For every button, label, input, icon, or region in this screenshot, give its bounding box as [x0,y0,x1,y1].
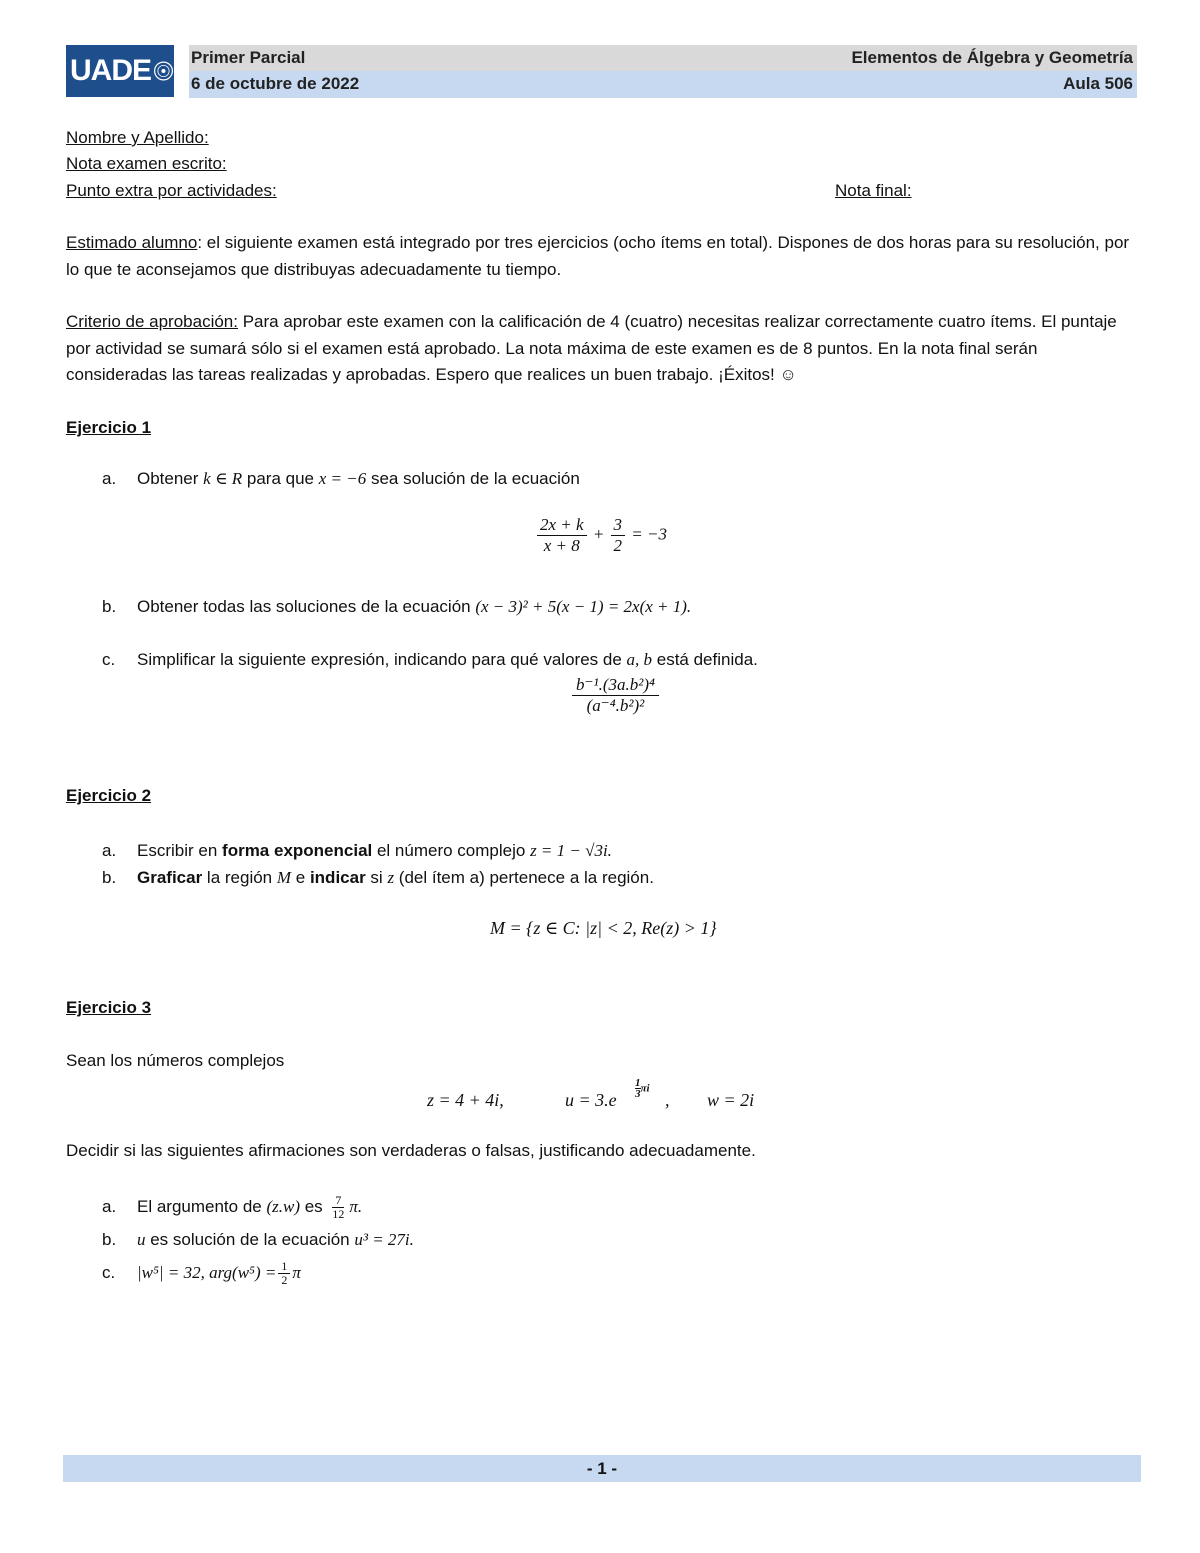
intro-text: : el siguiente examen está integrado por tres ejercicios (ocho ítems en total). Dispones de dos horas para su resolución, por lo que te aconsejamos que distribuyas adecuadamente tu tiempo. [66,233,1130,279]
ex1-c-label: c. [102,650,116,669]
ex2-b-math1: M [276,868,292,887]
field-final-grade: Nota final: [835,181,912,200]
ex3-c-den: 2 [281,1273,288,1288]
ex2-a-math: z = 1 − √3i. [530,841,612,860]
ex3-u-exp-den: 3 [635,1088,641,1100]
exercise-2-title: Ejercicio 2 [66,786,152,805]
ex1-c-text2: está definida. [652,650,758,669]
ex3-a-text1: El argumento de [137,1197,267,1216]
ex3-item-b [102,1229,414,1251]
ex2-a-text1: Escribir en [137,841,223,860]
ex1-c-math1: a, b [626,650,653,669]
ex2-a-bold: forma exponencial [222,841,373,860]
ex2-region: M = {z ∈ C: |z| < 2, Re(z) > 1} [490,918,717,938]
header-row-bottom [189,71,1137,98]
intro-paragraph [66,230,1136,283]
ex3-u-exp-num: 1 [635,1077,641,1089]
ex3-a-num: 7 [332,1194,344,1208]
ex3-c-fraction [278,1260,290,1287]
seal-icon [153,53,174,89]
field-name: Nombre y Apellido: [66,128,209,147]
ex1-eq-den2: 2 [613,536,623,555]
ex3-b-label: b. [102,1230,117,1249]
ex3-decide: Decidir si las siguientes afirmaciones son verdaderas o falsas, justificando adecuadamente. [66,1141,756,1160]
ex2-item-b [102,867,654,889]
uade-logo [66,45,174,97]
ex2-b-text1: la región [202,868,277,887]
ex1-a-text3: sea solución de la ecuación [366,469,580,488]
ex1-c-fraction [572,675,659,716]
ex3-u-exponent [635,1078,650,1099]
ex3-item-a [102,1192,362,1222]
ex3-a-text2: es [300,1197,328,1216]
ex1-b-math: (x − 3)² + 5(x − 1) = 2x(x + 1). [475,597,692,616]
ex3-b-text: es solución de la ecuación [145,1230,355,1249]
ex1-equation [535,515,667,556]
ex1-eq-num: 2x + k [537,515,587,536]
ex1-c-expression [570,675,661,716]
ex3-c-label: c. [102,1263,116,1282]
ex2-b-math2: z [387,868,395,887]
ex3-c-math: |w⁵| = 32, arg(w⁵) = [137,1263,277,1282]
ex3-c-tail: π [292,1263,301,1282]
ex1-eq-fraction-1 [537,515,587,556]
ex2-a-label: a. [102,841,117,860]
field-written-grade: Nota examen escrito: [66,154,227,173]
ex1-item-b [102,596,691,618]
ex2-b-text3: si [365,868,388,887]
ex3-u-pre: u = 3.e [565,1090,617,1110]
ex2-a-text2: el número complejo [372,841,531,860]
criteria-text: Para aprobar este examen con la calificación de 4 (cuatro) necesitas realizar correctamente cuatro ítems. El puntaje por actividad se sumará sólo si el examen está aprobado. La nota máxima de este examen es de 8 puntos. En la nota final serán consideradas las tareas realizadas y aprobadas. Espero que realices un buen trabajo. ¡Éxitos! ☺ [66,312,1117,384]
logo-text: UADE [70,54,152,87]
ex1-a-math2: x = −6 [318,469,367,488]
exercise-1-title: Ejercicio 1 [66,418,152,437]
ex3-item-c [102,1258,301,1288]
ex3-u-post: , [665,1090,670,1110]
ex3-a-den: 12 [332,1207,345,1222]
ex2-b-text4: (del ítem a) pertenece a la región. [394,868,654,887]
ex1-c-text1: Simplificar la siguiente expresión, indicando para qué valores de [137,650,627,669]
criteria-label: Criterio de aprobación: [66,312,238,331]
ex3-b-math1: u [137,1230,146,1249]
ex1-a-text2: para que [242,469,319,488]
ex2-item-a [102,840,612,862]
ex2-b-text2: e [291,868,310,887]
ex1-eq-fraction-2 [611,515,626,556]
exam-title: Primer Parcial [191,48,306,67]
ex1-eq-rhs: = −3 [631,524,667,544]
ex2-b-bold1: Graficar [137,868,203,887]
exam-date: 6 de octubre de 2022 [191,74,360,93]
ex2-b-label: b. [102,868,117,887]
ex3-a-math: (z.w) [266,1197,300,1216]
ex2-b-bold2: indicar [309,868,366,887]
ex1-a-text1: Obtener [137,469,204,488]
criteria-paragraph [66,309,1136,389]
ex1-c-den: (a⁻⁴.b²)² [586,696,645,715]
ex1-eq-plus: + [592,524,605,544]
ex1-eq-num2: 3 [611,515,626,536]
page-number: - 1 - [586,1459,618,1478]
classroom: Aula 506 [1063,74,1133,93]
ex1-item-a [102,468,580,490]
intro-label: Estimado alumno [66,233,198,252]
ex3-intro: Sean los números complejos [66,1051,285,1070]
ex3-a-label: a. [102,1197,117,1216]
ex1-b-text: Obtener todas las soluciones de la ecuación [137,597,476,616]
ex3-c-num: 1 [278,1260,290,1274]
ex1-a-math1: k ∈ R [203,469,243,488]
ex1-item-c [102,649,758,671]
ex3-z: z = 4 + 4i, [427,1090,504,1110]
course-name: Elementos de Álgebra y Geometría [851,48,1133,67]
ex3-b-math2: u³ = 27i. [354,1230,414,1249]
header-row-top [189,45,1137,71]
ex1-eq-den: x + 8 [543,536,580,555]
ex3-a-fraction [329,1194,347,1221]
ex1-b-label: b. [102,597,117,616]
ex1-c-num: b⁻¹.(3a.b²)⁴ [572,675,659,696]
page-footer [63,1455,1141,1482]
ex3-w: w = 2i [707,1090,755,1110]
ex3-a-tail: π. [349,1197,363,1216]
ex1-a-label: a. [102,469,117,488]
ex3-u-exp-tail: πi [640,1082,650,1095]
field-extra-point: Punto extra por actividades: [66,181,277,200]
exercise-3-title: Ejercicio 3 [66,998,152,1017]
